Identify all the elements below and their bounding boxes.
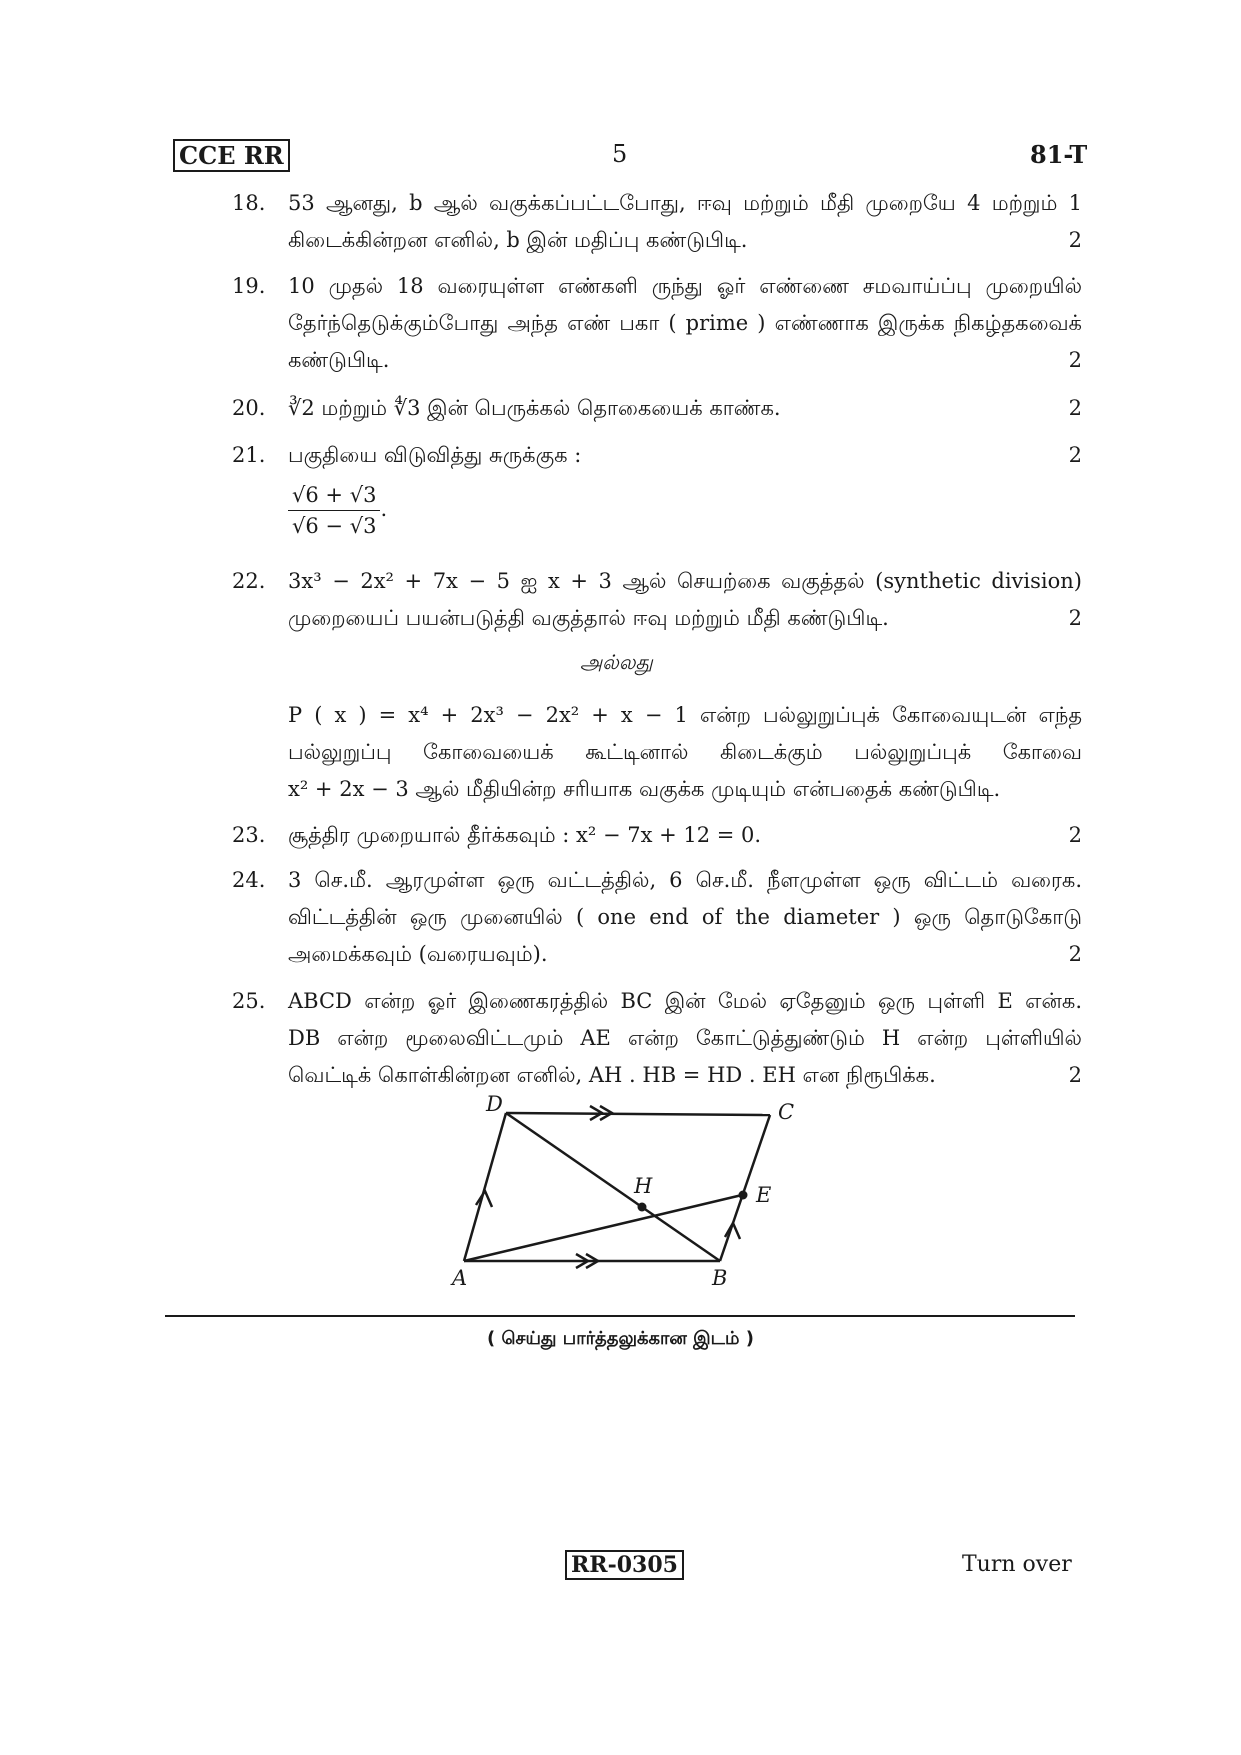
question-line: பல்லுறுப்பு கோவையைக் கூட்டினால் கிடைக்கும் பல்லுறுப்புக் கோவை xyxy=(288,740,1082,764)
edge-dc xyxy=(506,1113,770,1115)
marks: 2 xyxy=(1068,443,1082,467)
point-h xyxy=(638,1203,647,1212)
label-h: H xyxy=(634,1174,653,1198)
question-line: பகுதியை விடுவித்து சுருக்குக : xyxy=(288,443,582,467)
question-21: 21. பகுதியை விடுவித்து சுருக்குக : 2 $\frac{√6 + √3}{√6 - √3}$ . xyxy=(232,437,1082,541)
marks: 2 xyxy=(1068,606,1082,630)
or-question xyxy=(232,697,1082,808)
question-number: 22. xyxy=(232,569,266,593)
question-19 xyxy=(232,268,1082,379)
question-line: x² + 2x − 3 ஆல் மீதியின்ற சரியாக வகுக்க முடியும் என்பதைக் கண்டுபிடி. xyxy=(288,777,1001,801)
question-line: 53 ஆனது, b ஆல் வகுக்கப்பட்டபோது, ஈவு மற்றும் மீதி முறையே 4 மற்றும் 1 xyxy=(288,191,1082,215)
question-number: 24. xyxy=(232,868,266,892)
question-number: 25. xyxy=(232,989,266,1013)
label-e: E xyxy=(756,1183,772,1207)
question-23 xyxy=(232,817,1082,854)
question-line: தேர்ந்தெடுக்கும்போது அந்த எண் பகா ( prime ) எண்ணாக இருக்க நிகழ்தகவைக் xyxy=(288,311,1082,335)
header-left-code: CCE RR xyxy=(173,139,290,172)
question-line: விட்டத்தின் ஒரு முனையில் ( one end of the diameter ) ஒரு தொடுகோடு xyxy=(288,905,1082,929)
edge-ad xyxy=(464,1113,506,1261)
marks: 2 xyxy=(1068,823,1082,847)
question-line: P ( x ) = x⁴ + 2x³ − 2x² + x − 1 என்ற பல்லுறுப்புக் கோவையுடன் எந்த xyxy=(288,703,1082,727)
question-22 xyxy=(232,563,1082,637)
label-a: A xyxy=(452,1266,468,1290)
question-24 xyxy=(232,862,1082,973)
question-line: சூத்திர முறையால் தீர்க்கவும் : x² − 7x + 12 = 0. xyxy=(288,823,762,847)
fraction-numerator: √6 + √3 xyxy=(288,480,380,511)
arrow-ad xyxy=(476,1191,492,1207)
question-line: ABCD என்ற ஓர் இணைகரத்தில் BC இன் மேல் ஏதேனும் ஒரு புள்ளி E என்க. xyxy=(288,989,1082,1013)
divider xyxy=(165,1315,1075,1317)
question-line: DB என்ற மூலைவிட்டமும் AE என்ற கோட்டுத்துண்டும் H என்ற புள்ளியில் xyxy=(288,1026,1082,1050)
parallelogram-figure xyxy=(440,1095,820,1295)
page-number: 5 xyxy=(612,140,628,168)
question-line: கண்டுபிடி. xyxy=(288,348,390,372)
marks: 2 xyxy=(1068,348,1082,372)
question-line: ∛2 மற்றும் ∜3 இன் பெருக்கல் தொகையைக் காண்க. xyxy=(288,396,781,420)
question-25 xyxy=(232,983,1082,1094)
header-right-code: 81-T xyxy=(1030,140,1088,169)
question-line: 3x³ − 2x² + 7x − 5 ஐ x + 3 ஆல் செயற்கை வகுத்தல் (synthetic division) xyxy=(288,569,1082,593)
marks: 2 xyxy=(1068,942,1082,966)
marks: 2 xyxy=(1068,396,1082,420)
question-line: 10 முதல் 18 வரையுள்ள எண்களி ருந்து ஓர் எண்ணை சமவாய்ப்பு முறையில் xyxy=(288,274,1082,298)
turn-over: Turn over xyxy=(962,1552,1072,1577)
question-line: கிடைக்கின்றன எனில், b இன் மதிப்பு கண்டுபிடி. xyxy=(288,228,748,252)
footer-code: RR-0305 xyxy=(565,1550,684,1580)
label-c: C xyxy=(778,1100,795,1124)
question-number: 19. xyxy=(232,274,266,298)
or-label: அல்லது xyxy=(580,650,653,674)
question-18 xyxy=(232,185,1082,259)
marks: 2 xyxy=(1068,228,1082,252)
question-line: அமைக்கவும் (வரையவும்). xyxy=(288,942,548,966)
point-e xyxy=(739,1191,748,1200)
label-d: D xyxy=(486,1095,503,1116)
question-line: வெட்டிக் கொள்கின்றன எனில், AH . HB = HD . EH என நிரூபிக்க. xyxy=(288,1063,936,1087)
fraction-denominator: √6 − √3 xyxy=(292,514,377,538)
marks: 2 xyxy=(1068,1063,1082,1087)
question-number: 23. xyxy=(232,823,266,847)
question-20 xyxy=(232,390,1082,427)
question-line: 3 செ.மீ. ஆரமுள்ள ஒரு வட்டத்தில், 6 செ.மீ. நீளமுள்ள ஒரு விட்டம் வரைக. xyxy=(288,868,1082,892)
question-number: 21. xyxy=(232,443,266,467)
label-b: B xyxy=(712,1266,728,1290)
segment-ae xyxy=(464,1195,742,1261)
question-number: 20. xyxy=(232,396,266,420)
question-line: முறையைப் பயன்படுத்தி வகுத்தால் ஈவு மற்றும் மீதி கண்டுபிடி. xyxy=(288,606,889,630)
question-number: 18. xyxy=(232,191,266,215)
rough-work-caption: ( செய்து பார்த்தலுக்கான இடம் ) xyxy=(487,1328,754,1349)
diagonal-db xyxy=(506,1113,720,1261)
fraction xyxy=(288,480,380,541)
